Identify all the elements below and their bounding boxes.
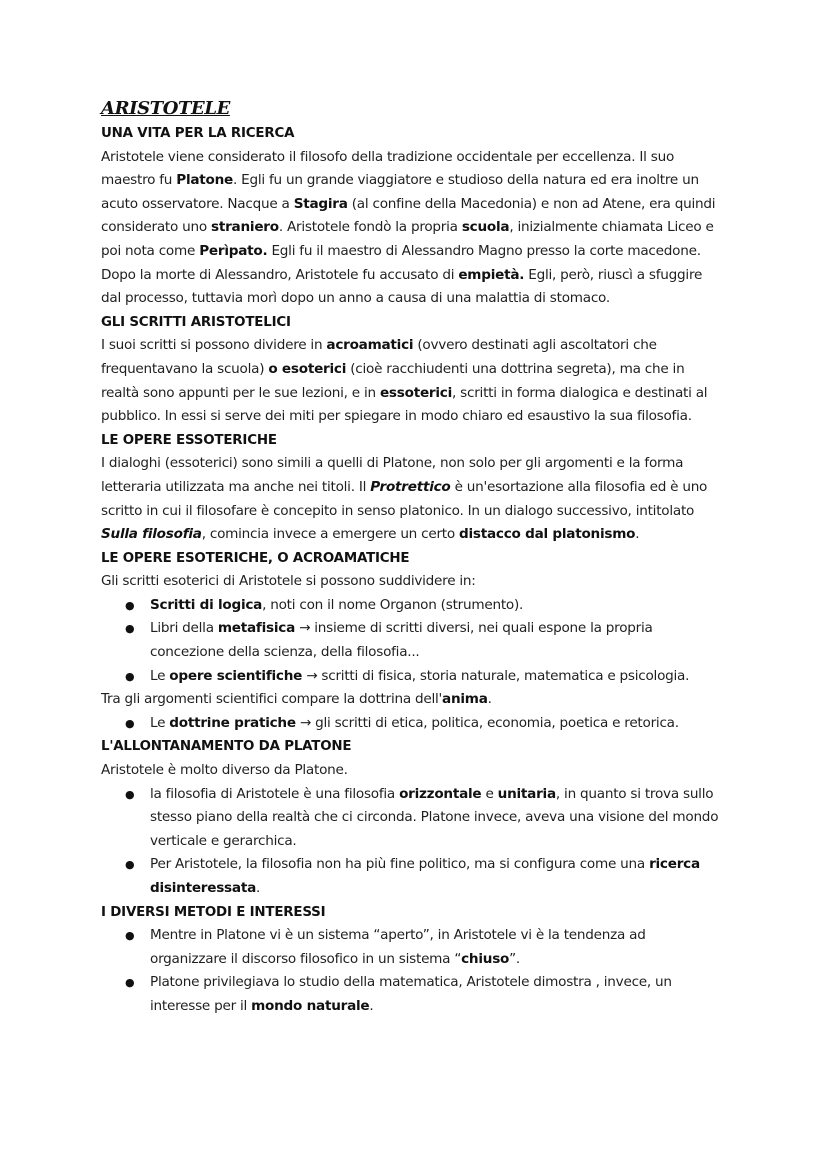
list-item: ● Le dottrine pratiche → gli scritti di etica, politica, economia, poetica e retorica. xyxy=(101,712,723,736)
bullet-list xyxy=(101,712,723,736)
bullet-list xyxy=(101,783,723,901)
list-item: ● Platone privilegiava lo studio della matematica, Aristotele dimostra , invece, un interesse per il mondo naturale. xyxy=(101,971,723,1018)
document-body xyxy=(101,96,723,1019)
list-item: ● Libri della metafisica → insieme di scritti diversi, nei quali espone la propria concezione della scienza, della filosofia... xyxy=(101,617,723,664)
section-heading: GLI SCRITTI ARISTOTELICI xyxy=(101,314,291,330)
bullet-list xyxy=(101,924,723,1018)
bullet-list xyxy=(101,594,723,688)
section-intro: Aristotele è molto diverso da Platone. xyxy=(101,762,348,779)
section-heading: LE OPERE ESSOTERICHE xyxy=(101,432,277,448)
section-paragraph: I suoi scritti si possono dividere in acroamatici (ovvero destinati agli ascoltatori che frequentavano la scuola) o esoterici (cioè racchiudenti una dottrina segreta), ma che in realtà sono appunti per le sue lezioni, e in essoterici, scritti in forma dialogica e destinati al pubblico. In essi si serve dei miti per spiegare in modo chiaro ed esaustivo la sua filosofia. xyxy=(101,337,708,425)
list-item: ● la filosofia di Aristotele è una filosofia orizzontale e unitaria, in quanto si trova sullo stesso piano della realtà che ci circonda. Platone invece, aveva una visione del mondo verticale e gerarchica. xyxy=(101,783,723,854)
section-paragraph: Tra gli argomenti scientifici compare la dottrina dell'anima. xyxy=(101,691,492,708)
section-intro: Gli scritti esoterici di Aristotele si possono suddividere in: xyxy=(101,573,476,590)
section-paragraph: I dialoghi (essoterici) sono simili a quelli di Platone, non solo per gli argomenti e la forma letteraria utilizzata ma anche nei titoli. Il Protrettico è un'esortazione alla filosofia ed è uno scritto in cui il filosofare è concepito in senso platonico. In un dialogo successivo, intitolato Sulla filosofia, comincia invece a emergere un certo distacco dal platonismo. xyxy=(101,455,708,543)
section-paragraph: Aristotele viene considerato il filosofo della tradizione occidentale per eccellenza. Il suo maestro fu Platone. Egli fu un grande viaggiatore e studioso della natura ed era inoltre un acuto osservatore. Nacque a Stagira (al confine della Macedonia) e non ad Atene, era quindi considerato uno straniero. Aristotele fondò la propria scuola, inizialmente chiamata Liceo e poi nota come Perìpato. Egli fu il maestro di Alessandro Magno presso la corte macedone. Dopo la morte di Alessandro, Aristotele fu accusato di empietà. Egli, però, riuscì a sfuggire dal processo, tuttavia morì dopo un anno a causa di una malattia di stomaco. xyxy=(101,148,716,307)
list-item: ● Le opere scientifiche → scritti di fisica, storia naturale, matematica e psicologia. xyxy=(101,665,723,689)
list-item: ● Mentre in Platone vi è un sistema “aperto”, in Aristotele vi è la tendenza ad organizzare il discorso filosofico in un sistema “chiuso”. xyxy=(101,924,723,971)
section-heading: UNA VITA PER LA RICERCA xyxy=(101,126,295,141)
list-item: ● Scritti di logica, noti con il nome Organon (strumento). xyxy=(101,594,723,618)
section-heading: I DIVERSI METODI E INTERESSI xyxy=(101,904,326,920)
document-title: ARISTOTELE xyxy=(101,98,230,119)
list-item: ● Per Aristotele, la filosofia non ha più fine politico, ma si configura come una ricerca disinteressata. xyxy=(101,853,723,900)
section-heading: LE OPERE ESOTERICHE, O ACROAMATICHE xyxy=(101,550,410,566)
section-heading: L'ALLONTANAMENTO DA PLATONE xyxy=(101,739,352,755)
